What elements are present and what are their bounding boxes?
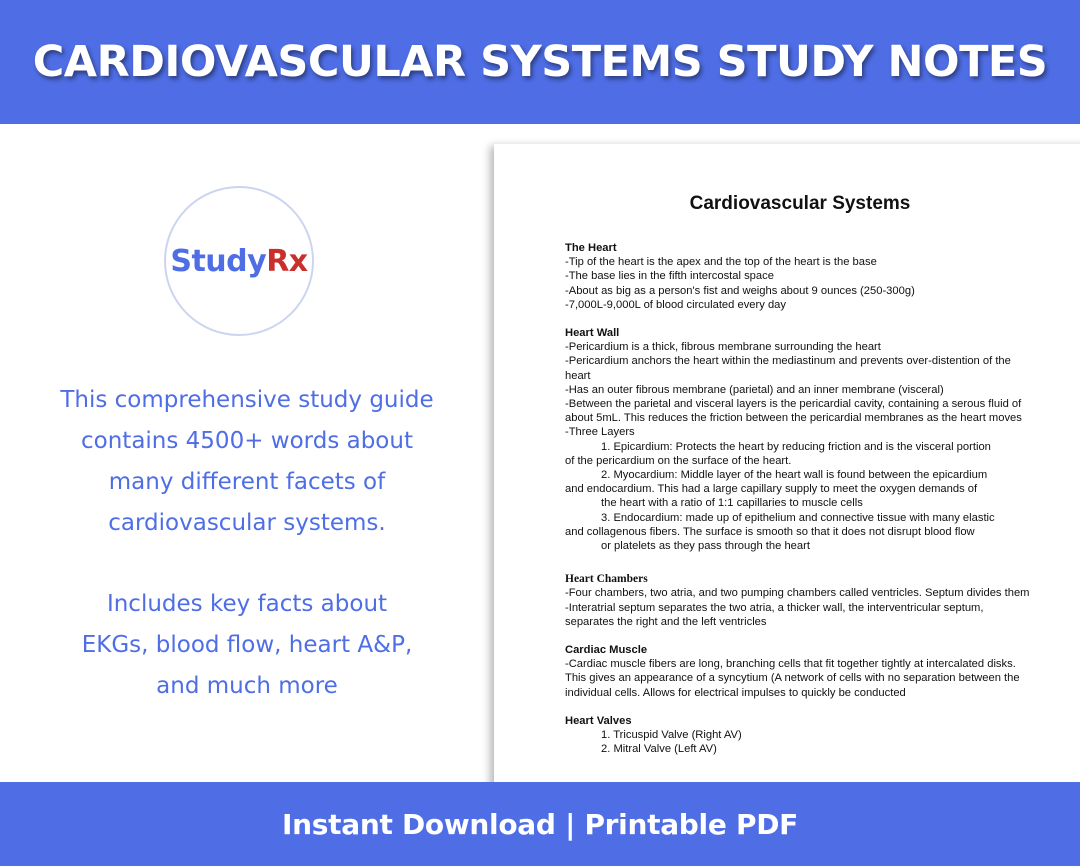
doc-line: 2. Mitral Valve (Left AV) (601, 743, 717, 756)
section-heading: Heart Wall (565, 327, 620, 340)
doc-line: -Cardiac muscle fibers are long, branching cells that fit together tightly at intercalated disks. This gives an appearance of a syncytium (A network of cells with no separation between the individual cells. Allows for electrical impulses to quickly be conducted (565, 658, 1020, 699)
page-title: CARDIOVASCULAR SYSTEMS STUDY NOTES (32, 37, 1048, 87)
promo-line: This comprehensive study guide (60, 387, 434, 413)
section-heart-valves (565, 714, 1035, 757)
doc-line: -About as big as a person's fist and weighs about 9 ounces (250-300g) (565, 284, 915, 297)
download-format-label: Instant Download | Printable PDF (282, 807, 798, 841)
bottom-banner (0, 782, 1080, 866)
doc-line: -Between the parietal and visceral layers is the pericardial cavity, containing a serous fluid of about 5mL. This reduces the friction between the pericardial membranes as the heart moves (565, 398, 1022, 425)
promo-line: and much more (156, 673, 338, 699)
doc-line: -Has an outer fibrous membrane (parietal) and an inner membrane (visceral) (565, 383, 944, 396)
doc-line: 2. Myocardium: Middle layer of the heart wall is found between the epicardium (601, 469, 988, 482)
doc-line: -Tip of the heart is the apex and the top of the heart is the base (565, 256, 877, 269)
doc-line: -The base lies in the fifth intercostal space (565, 270, 774, 283)
section-heart-wall (565, 326, 1035, 553)
promo-line: cardiovascular systems. (108, 510, 386, 536)
doc-line: -Pericardium anchors the heart within the mediastinum and prevents over-distention of the heart (565, 355, 1011, 382)
logo-text-study: Study (170, 243, 267, 279)
doc-line: -Three Layers (565, 426, 635, 439)
promo-line: contains 4500+ words about (81, 428, 413, 454)
doc-line: -Four chambers, two atria, and two pumping chambers called ventricles. Septum divides them (565, 587, 1030, 600)
promo-line: many different facets of (108, 469, 386, 495)
promo-description (30, 380, 464, 544)
doc-line: 1. Tricuspid Valve (Right AV) (601, 729, 742, 742)
doc-line: and collagenous fibers. The surface is smooth so that it does not disrupt blood flow (565, 525, 975, 538)
section-cardiac-muscle (565, 643, 1035, 700)
doc-line: -Pericardium is a thick, fibrous membrane surrounding the heart (565, 341, 881, 354)
promo-key-facts (30, 584, 464, 707)
section-heading: The Heart (565, 242, 617, 254)
studyrx-logo (164, 186, 314, 336)
document-preview (494, 144, 1080, 804)
top-banner (0, 0, 1080, 124)
document-body (565, 241, 1035, 771)
section-the-heart (565, 241, 1035, 312)
document-title: Cardiovascular Systems (689, 193, 911, 214)
section-heading: Cardiac Muscle (565, 644, 648, 657)
promo-line: EKGs, blood flow, heart A&P, (81, 632, 413, 658)
doc-line: the heart with a ratio of 1:1 capillaries to muscle cells (601, 497, 863, 510)
section-heading: Heart Valves (565, 714, 632, 727)
promo-line: Includes key facts about (106, 591, 388, 617)
doc-line: 1. Epicardium: Protects the heart by reducing friction and is the visceral portion (601, 440, 991, 453)
doc-line: of the pericardium on the surface of the heart. (565, 454, 792, 467)
section-heading: Heart Chambers (565, 573, 648, 586)
doc-line: -Interatrial septum separates the two atria, a thicker wall, the interventricular septum, separates the right and the left ventricles (565, 601, 984, 628)
doc-line: and endocardium. This had a large capillary supply to meet the oxygen demands of (565, 483, 978, 496)
logo-text (170, 244, 307, 279)
doc-line: 3. Endocardium: made up of epithelium and connective tissue with many elastic (601, 511, 995, 524)
logo-text-rx: Rx (266, 243, 308, 279)
doc-line: or platelets as they pass through the heart (601, 540, 810, 553)
doc-line: -7,000L-9,000L of blood circulated every day (565, 298, 786, 311)
section-heart-chambers (565, 572, 1035, 629)
left-panel (0, 124, 494, 782)
